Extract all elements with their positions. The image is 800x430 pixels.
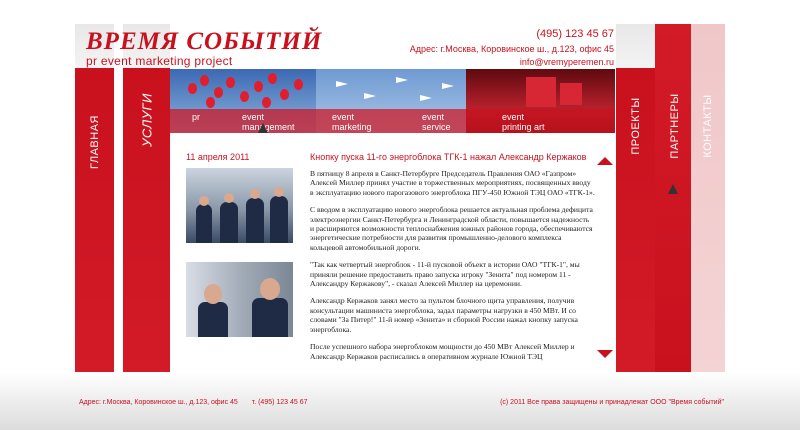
logo-title: ВРЕМЯ СОБЫТИЙ xyxy=(86,28,323,55)
header-phone: (495) 123 45 67 xyxy=(536,28,614,40)
nav-tab-services[interactable] xyxy=(123,24,170,372)
services-menu-bar xyxy=(170,109,615,133)
nav-tab-partners[interactable] xyxy=(655,24,694,372)
nav-tab-contacts[interactable] xyxy=(691,24,725,372)
header-email[interactable]: info@vremyperemen.ru xyxy=(519,57,614,67)
footer-address: Адрес: г.Москва, Коровинское ш., д.123, офис 45 xyxy=(79,399,238,406)
footer-contacts xyxy=(79,399,308,406)
news-photo-2 xyxy=(186,262,293,337)
nav-tab-main[interactable] xyxy=(75,24,114,372)
pointer-cursor-icon xyxy=(258,123,268,133)
header-address: Адрес: г.Москва, Коровинское ш., д.123, офис 45 xyxy=(409,44,614,54)
article-paragraph: Александр Кержаков занял место за пультом блочного щита управления, получив консультации машиниста энергоблока, задал параметры нагрузки в 450 МВт. И со словами "За Питер!" 11-й номер «Зенита» и сборной России нажал кнопку запуска энергоблока. xyxy=(310,296,578,334)
menu-event-management[interactable]: event management xyxy=(242,112,295,132)
nav-tab-services-label: УСЛУГИ xyxy=(139,93,154,147)
news-title[interactable]: Кнопку пуска 11-го энергоблока ТГК-1 нажал Александр Кержаков xyxy=(310,152,587,162)
services-banner xyxy=(170,69,615,133)
nav-tab-main-label: ГЛАВНАЯ xyxy=(88,115,101,169)
nav-tab-projects-label: ПРОЕКТЫ xyxy=(629,97,642,155)
menu-event-printing-art[interactable]: event printing art xyxy=(502,112,545,132)
logo-subtitle: pr event marketing project xyxy=(86,54,233,68)
pointer-cursor-icon xyxy=(668,184,678,194)
site-logo[interactable] xyxy=(86,28,322,68)
article-paragraph: С вводом в эксплуатацию нового энергоблока решается актуальная проблема дефицита электроэнергии Санкт-Петербурга и Ленинградской области, повышается надежность и расширяются возможности теплоснабжения южных районов города, обеспечиваются энергетические потребности для развития промышленно-делового комплекса кольцевой автомобильной дороги. xyxy=(310,205,593,252)
nav-tab-projects[interactable] xyxy=(616,24,655,372)
header-contacts xyxy=(410,28,614,69)
footer-copyright: (c) 2011 Все права защищены и принадлежат ООО "Время событий" xyxy=(500,399,724,406)
menu-event-service[interactable]: event service xyxy=(422,112,451,132)
article-paragraph: В пятницу 8 апреля в Санкт-Петербурге Председатель Правления ОАО «Газпром» Алексей Миллер принял участие в торжественных мероприятиях, посвященных вводу в эксплуатацию нового парогазового энергоблока ПГУ-450 Южной ТЭЦ ОАО «ТГК-1». xyxy=(310,169,595,197)
article-paragraph: После успешного набора энергоблоком мощности до 450 МВт Алексей Миллер и Александр Кержаков расписались в оперативном журнале Южной ТЭЦ xyxy=(310,342,575,361)
menu-event-marketing[interactable]: event marketing xyxy=(332,112,372,132)
scroll-up-arrow-icon[interactable] xyxy=(597,157,613,165)
news-date: 11 апреля 2011 xyxy=(186,152,250,162)
nav-tab-contacts-label: КОНТАКТЫ xyxy=(702,94,714,158)
menu-pr[interactable]: pr xyxy=(192,112,201,122)
nav-tab-partners-label: ПАРТНЕРЫ xyxy=(668,93,681,159)
article-paragraph: "Так как четвертый энергоблок - 11-й пусковой объект в истории ОАО "ТГК-1", мы приняли решение предоставить право запуска игроку "Зенита" под номером 11 - Александру Кержакову", - сказал Алексей Миллер на церемонии. xyxy=(310,260,580,289)
news-article xyxy=(310,169,595,369)
news-photo-1 xyxy=(186,168,293,243)
footer-phone: т. (495) 123 45 67 xyxy=(251,399,308,406)
scroll-down-arrow-icon[interactable] xyxy=(597,350,613,358)
